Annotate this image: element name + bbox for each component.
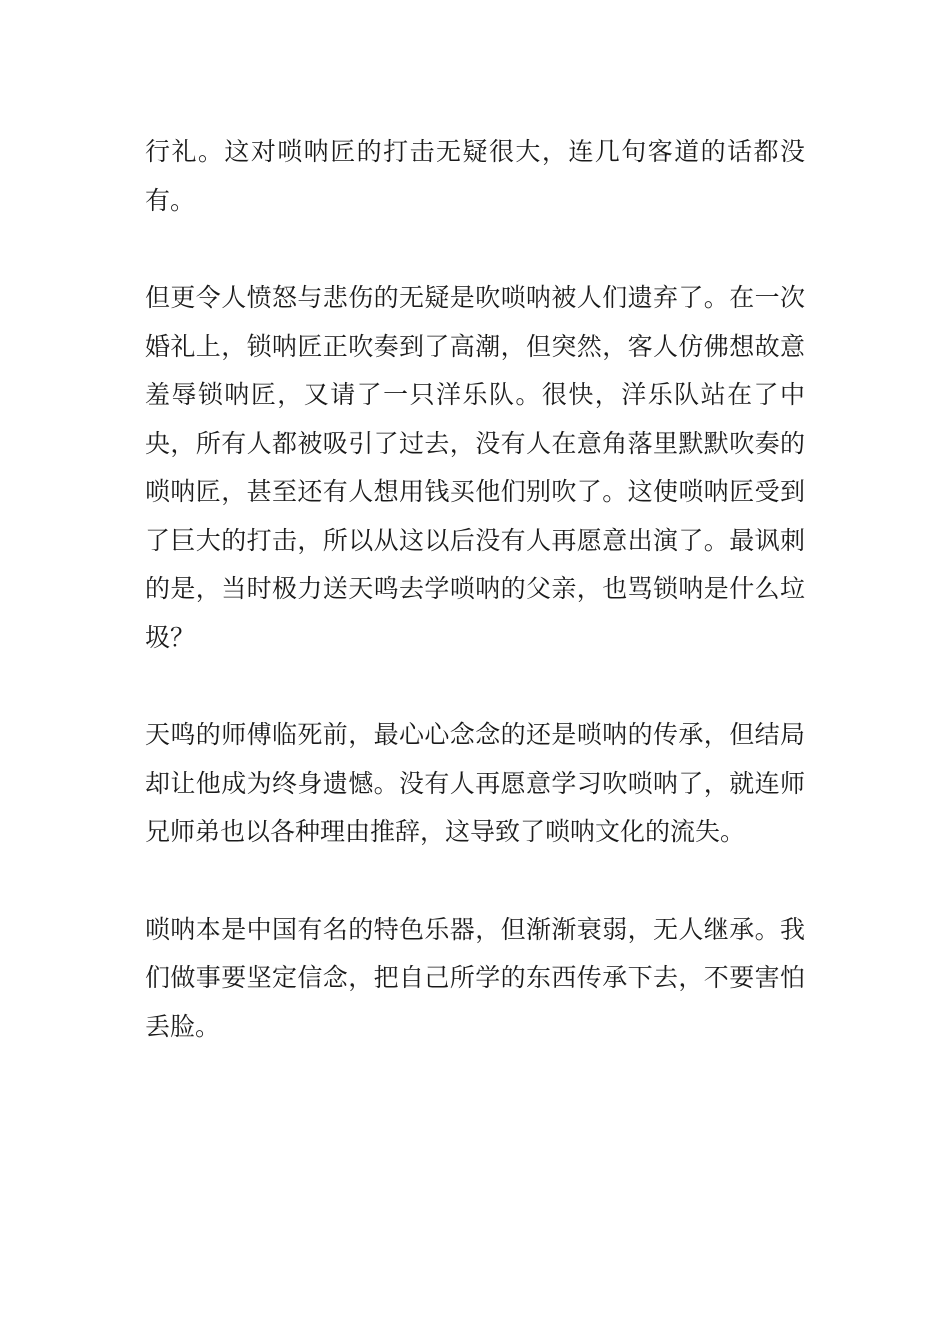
paragraph-4: 唢呐本是中国有名的特色乐器，但渐渐衰弱，无人继承。我们做事要坚定信念，把自己所学的东西传承下去，不要害怕丢脸。	[145, 914, 805, 1041]
paragraph-2: 但更令人愤怒与悲伤的无疑是吹唢呐被人们遗弃了。在一次婚礼上，锁呐匠正吹奏到了高潮，但突然，客人仿佛想故意羞辱锁呐匠，又请了一只洋乐队。很快，洋乐队站在了中央，所有人都被吸引了过去，没有人在意角落里默默吹奏的唢呐匠，甚至还有人想用钱买他们别吹了。这使唢呐匠受到了巨大的打击，所以从这以后没有人再愿意出演了。最讽刺的是，当时极力送天鸣去学唢呐的父亲，也骂锁呐是什么垃圾？	[145, 283, 805, 652]
paragraph-3: 天鸣的师傅临死前，最心心念念的还是唢呐的传承，但结局却让他成为终身遗憾。没有人再愿意学习吹唢呐了，就连师兄师弟也以各种理由推辞，这导致了唢呐文化的流失。	[145, 720, 805, 846]
document-body	[145, 128, 805, 1100]
paragraph-1: 行礼。这对唢呐匠的打击无疑很大，连几句客道的话都没有。	[145, 137, 805, 215]
